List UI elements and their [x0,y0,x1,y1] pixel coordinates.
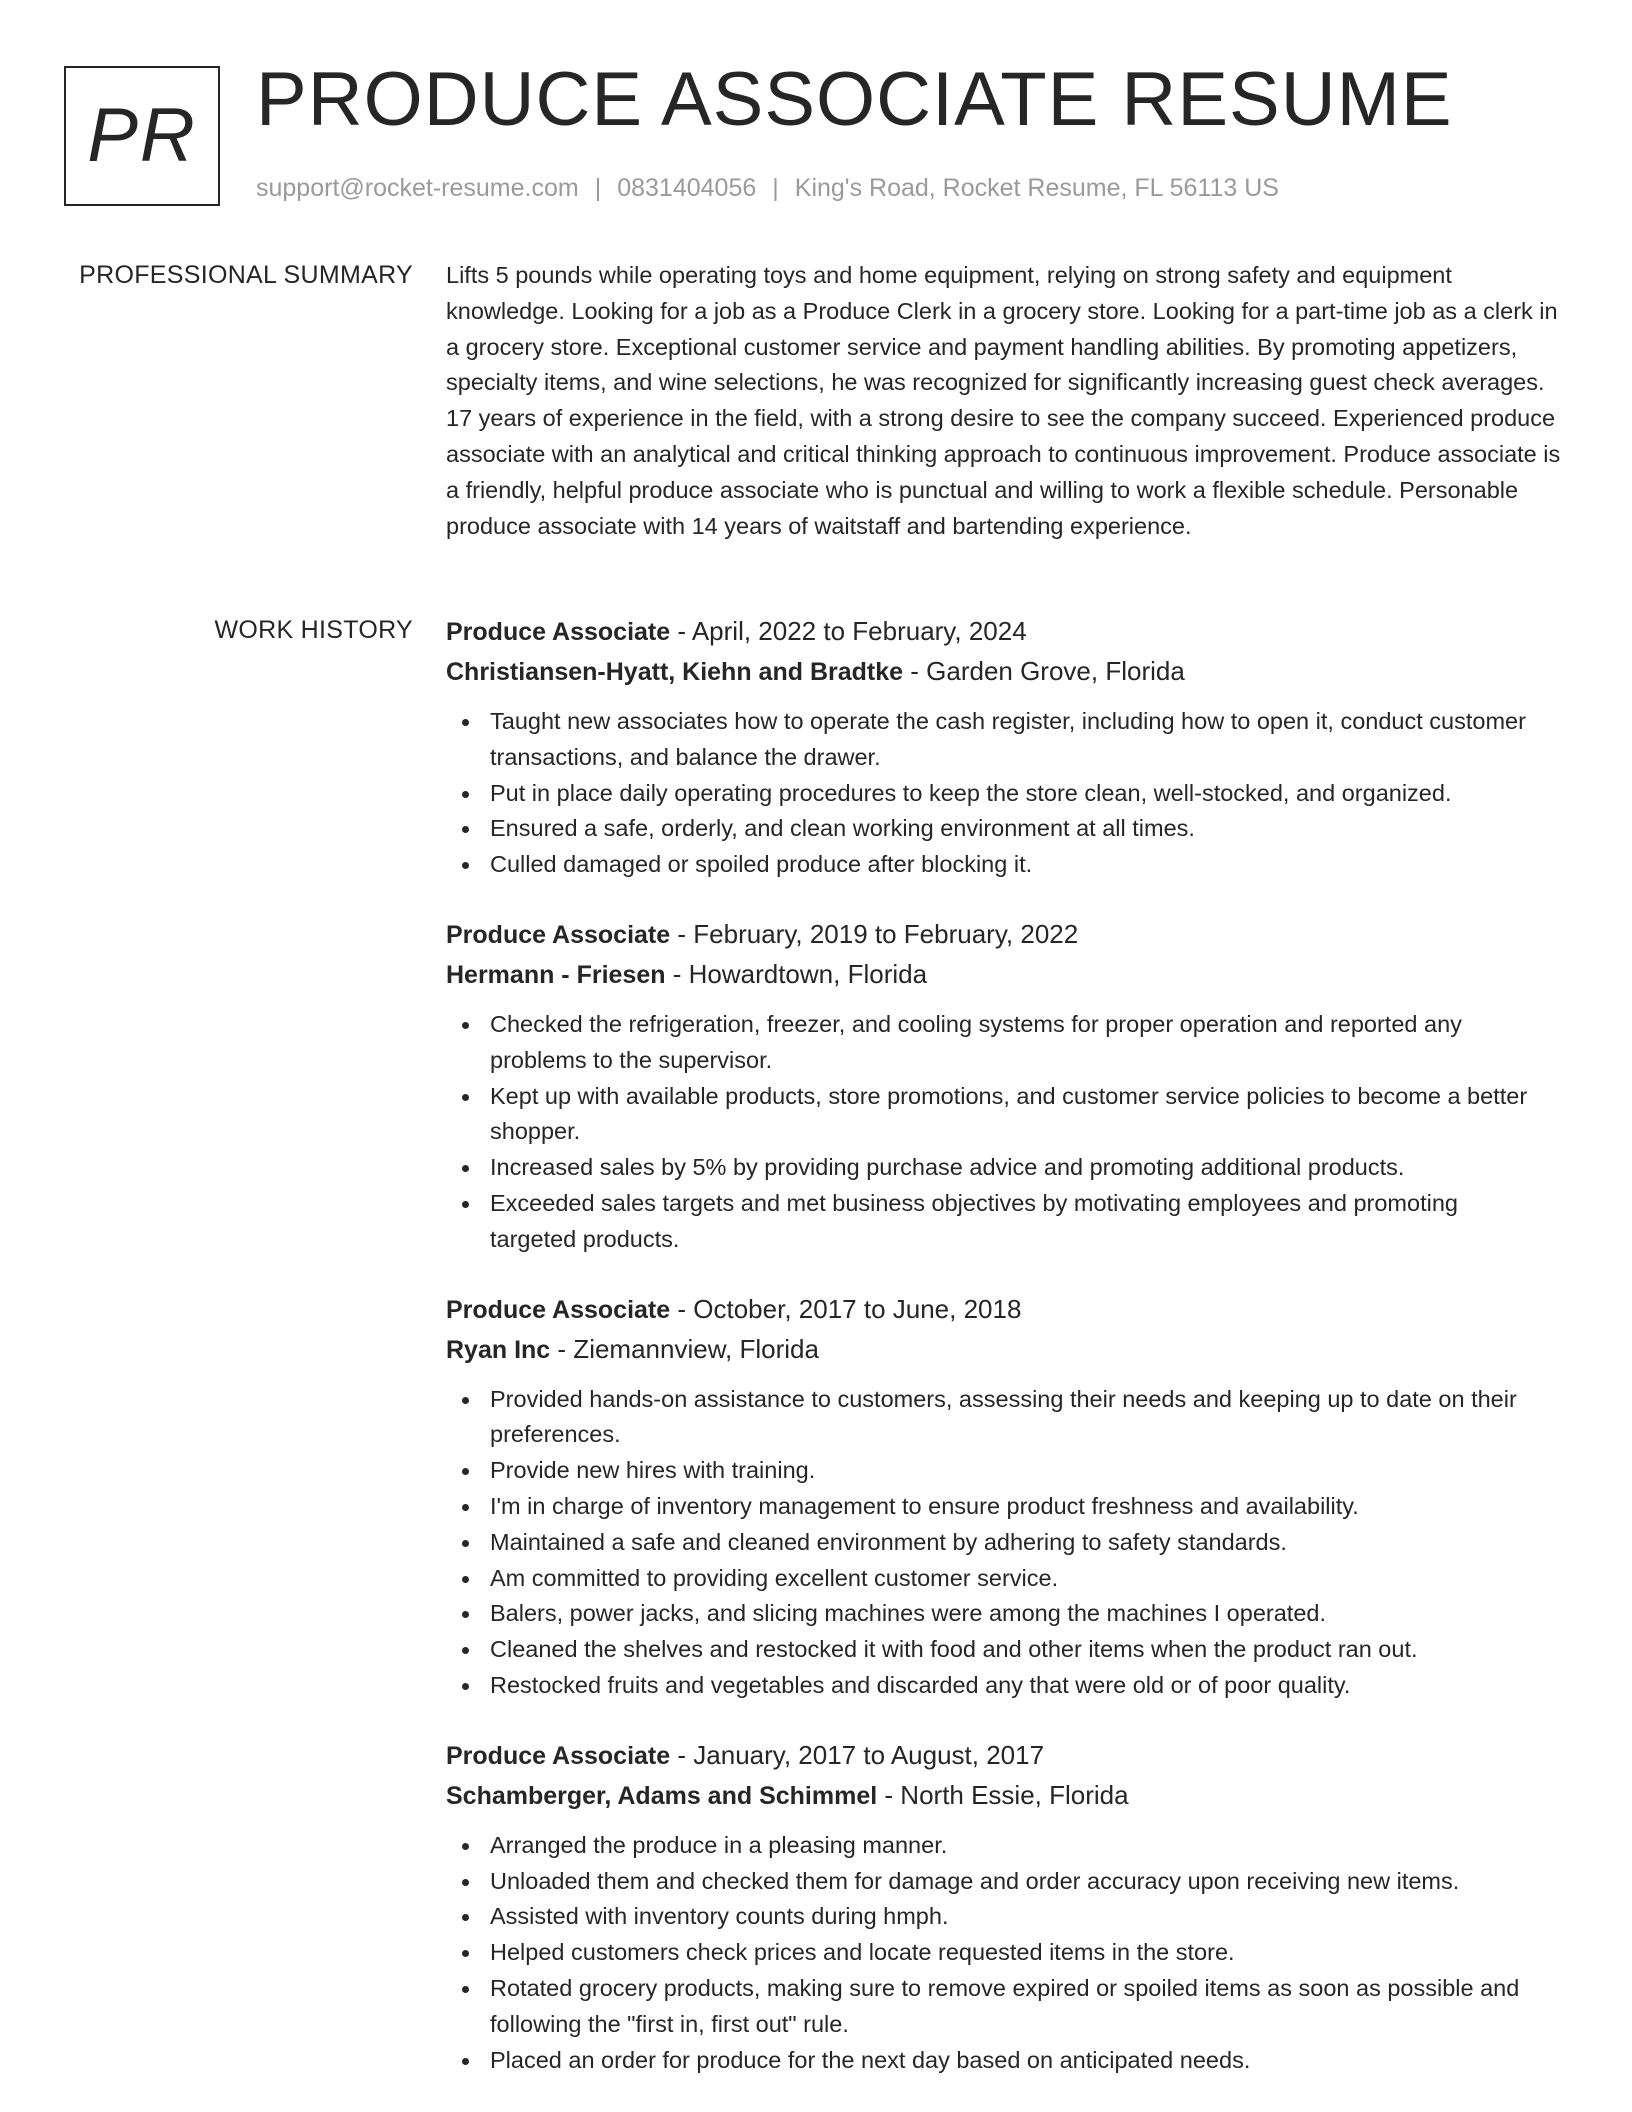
resume-title: PRODUCE ASSOCIATE RESUME [256,57,1453,142]
job-location: - Ziemannview, Florida [550,1333,819,1364]
job-title: Produce Associate [446,1295,671,1324]
job-title: Produce Associate [446,1741,671,1770]
job-title: Produce Associate [446,618,671,646]
contact-address: King's Road, Rocket Resume, FL 56113 US [794,174,1279,202]
job-company-line [446,955,1566,995]
job-entry [446,612,1566,883]
job-title-line [446,915,1566,955]
job-company-line [446,1776,1566,1816]
job-dates: - January, 2017 to August, 2017 [670,1739,1045,1770]
job-company: Ryan Inc [446,1335,551,1364]
contact-separator: | [772,174,779,202]
job-entry [446,915,1566,1258]
job-dates: - February, 2019 to February, 2022 [670,918,1079,949]
summary-section-label: PROFESSIONAL SUMMARY [79,261,413,289]
job-dates: - October, 2017 to June, 2018 [670,1293,1022,1324]
job-bullet: Kept up with available products, store promotions, and customer service policies to become a better shopper. [490,1079,1566,1151]
job-title-line [446,612,1566,652]
job-bullet: Checked the refrigeration, freezer, and cooling systems for proper operation and reported any problems to the supervisor. [490,1007,1566,1079]
job-bullets [446,704,1566,883]
job-bullet: Arranged the produce in a pleasing manner. [490,1828,1566,1864]
job-location: - Garden Grove, Florida [903,656,1185,686]
work-history-section-label: WORK HISTORY [214,616,413,644]
job-bullet: Increased sales by 5% by providing purchase advice and promoting additional products. [490,1150,1566,1186]
contact-email[interactable]: support@rocket-resume.com [256,174,579,202]
contact-separator: | [594,174,602,202]
work-history-list [446,612,1566,2110]
job-entry [446,1290,1566,1704]
job-bullets [446,1382,1566,1704]
monogram-initials: PR [87,93,197,178]
job-bullet: I'm in charge of inventory management to ensure product freshness and availability. [490,1489,1566,1525]
job-company-line [446,1330,1566,1370]
job-bullet: Exceeded sales targets and met business objectives by motivating employees and promoting targeted products. [490,1186,1566,1258]
job-bullet: Maintained a safe and cleaned environment by adhering to safety standards. [490,1525,1566,1561]
job-bullet: Culled damaged or spoiled produce after blocking it. [490,847,1566,883]
contact-line [256,174,1279,203]
job-bullet: Put in place daily operating procedures to keep the store clean, well-stocked, and organized. [490,776,1566,812]
job-bullet: Restocked fruits and vegetables and discarded any that were old or of poor quality. [490,1668,1566,1704]
job-title-line [446,1290,1566,1330]
job-bullet: Assisted with inventory counts during hmph. [490,1899,1566,1935]
job-location: - Howardtown, Florida [665,958,928,989]
job-bullet: Provided hands-on assistance to customers, assessing their needs and keeping up to date on their preferences. [490,1382,1566,1454]
job-bullet: Unloaded them and checked them for damage and order accuracy upon receiving new items. [490,1864,1566,1900]
job-bullet: Rotated grocery products, making sure to remove expired or spoiled items as soon as possible and following the "first in, first out" rule. [490,1971,1566,2043]
job-bullet: Provide new hires with training. [490,1453,1566,1489]
job-bullet: Helped customers check prices and locate requested items in the store. [490,1935,1566,1971]
job-title-line [446,1736,1566,1776]
job-company: Schamberger, Adams and Schimmel [446,1781,878,1810]
job-company: Hermann - Friesen [446,960,666,989]
job-location: - North Essie, Florida [877,1779,1129,1810]
summary-text: Lifts 5 pounds while operating toys and home equipment, relying on strong safety and equipment knowledge. Looking for a job as a Produce Clerk in a grocery store. Looking for a part-time job as a clerk in a grocery store. Exceptional customer service and payment handling abilities. By promoting appetizers, specialty items, and wine selections, he was recognized for significantly increasing guest check averages. 17 years of experience in the field, with a strong desire to see the company succeed. Experienced produce associate with an analytical and critical thinking approach to continuous improvement. Produce associate is a friendly, helpful produce associate who is punctual and willing to work a flexible schedule. Personable produce associate with 14 years of waitstaff and bartending experience. [446,262,1561,539]
job-bullet: Balers, power jacks, and slicing machines were among the machines I operated. [490,1596,1566,1632]
monogram-box [64,66,220,206]
job-company-line [446,652,1566,692]
job-bullet: Placed an order for produce for the next day based on anticipated needs. [490,2043,1566,2079]
contact-phone[interactable]: 0831404056 [617,174,757,202]
job-bullet: Ensured a safe, orderly, and clean working environment at all times. [490,811,1566,847]
job-bullet: Cleaned the shelves and restocked it with food and other items when the product ran out. [490,1632,1566,1668]
job-dates: - April, 2022 to February, 2024 [670,616,1027,646]
job-bullet: Am committed to providing excellent customer service. [490,1561,1566,1597]
job-bullets [446,1007,1566,1258]
job-bullets [446,1828,1566,2079]
job-bullet: Taught new associates how to operate the cash register, including how to open it, conduct customer transactions, and balance the drawer. [490,704,1566,776]
job-title: Produce Associate [446,920,671,949]
job-entry [446,1736,1566,2079]
job-company: Christiansen-Hyatt, Kiehn and Bradtke [446,658,904,686]
